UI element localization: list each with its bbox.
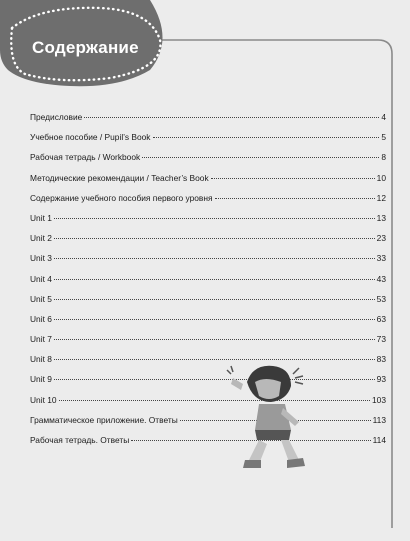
toc-entry-page: 93: [376, 374, 386, 385]
toc-entry-label: Unit 10: [30, 394, 57, 405]
toc-entry: [30, 193, 386, 213]
toc-entry-page: 23: [376, 233, 386, 244]
toc-leader-dots: [54, 218, 375, 219]
toc-entry: [30, 354, 386, 374]
toc-leader-dots: [54, 299, 375, 300]
toc-entry-label: Unit 8: [30, 354, 52, 365]
toc-leader-dots: [211, 178, 375, 179]
toc-leader-dots: [54, 359, 375, 360]
toc-entry-page: 53: [376, 293, 386, 304]
toc-entry-page: 4: [381, 112, 386, 122]
toc-entry-label: Unit 3: [30, 253, 52, 264]
toc-entry-page: 114: [372, 435, 386, 445]
toc-entry-label: Предисловие: [30, 112, 83, 122]
toc-entry: [30, 173, 386, 193]
toc-entry: [30, 395, 386, 415]
toc-entry-page: 73: [376, 334, 386, 345]
toc-entry: [30, 314, 386, 334]
toc-entry-label: Учебное пособие / Pupil’s Book: [30, 132, 151, 143]
toc-leader-dots: [59, 400, 370, 401]
toc-entry-label: Unit 9: [30, 374, 52, 385]
toc-leader-dots: [54, 258, 375, 259]
toc-entry: [30, 435, 386, 455]
toc-entry-label: Unit 2: [30, 233, 52, 244]
toc-entry: [30, 294, 386, 314]
toc-leader-dots: [54, 339, 375, 340]
toc-entry-page: 63: [376, 313, 386, 324]
toc-entry-page: 33: [376, 253, 386, 264]
toc-entry: [30, 152, 386, 172]
toc-entry-label: Unit 6: [30, 313, 52, 324]
toc-entry: [30, 132, 386, 152]
toc-leader-dots: [215, 198, 375, 199]
toc-entry-page: 43: [376, 273, 386, 284]
toc-entry-page: 10: [376, 172, 386, 183]
toc-entry: [30, 274, 386, 294]
toc-leader-dots: [142, 157, 379, 158]
toc-entry-page: 12: [376, 192, 386, 203]
toc-entry-page: 113: [372, 414, 386, 425]
toc-leader-dots: [54, 238, 375, 239]
toc-entry: [30, 213, 386, 233]
toc-entry-label: Грамматическое приложение. Ответы: [30, 414, 178, 425]
toc-entry-page: 103: [372, 394, 386, 405]
toc-entry-page: 8: [381, 152, 386, 163]
toc-entry-page: 83: [376, 354, 386, 365]
toc-entry-label: Методические рекомендации / Teacher’s Book: [30, 172, 209, 183]
toc-entry: [30, 415, 386, 435]
toc-entry-page: 13: [376, 212, 386, 223]
toc-entry-label: Unit 5: [30, 293, 52, 304]
toc-entry-page: 5: [381, 132, 386, 143]
toc-leader-dots: [54, 279, 375, 280]
toc-entry-label: Рабочая тетрадь / Workbook: [30, 152, 141, 163]
page-title: Содержание: [32, 38, 139, 57]
toc-leader-dots: [153, 137, 380, 138]
toc-leader-dots: [54, 379, 375, 380]
toc-entry-label: Unit 1: [30, 212, 52, 223]
toc-entry: [30, 233, 386, 253]
toc-entry: [30, 253, 386, 273]
table-of-contents: [30, 112, 386, 455]
toc-entry-label: Содержание учебного пособия первого уровня: [30, 192, 213, 203]
cartoon-boy-mascot-icon: [225, 360, 315, 472]
toc-entry-label: Рабочая тетрадь. Ответы: [30, 435, 130, 445]
toc-entry-label: Unit 7: [30, 334, 52, 345]
toc-entry: [30, 334, 386, 354]
toc-entry: [30, 112, 386, 132]
toc-leader-dots: [54, 319, 375, 320]
toc-entry-label: Unit 4: [30, 273, 52, 284]
toc-entry: [30, 374, 386, 394]
toc-leader-dots: [84, 117, 379, 118]
